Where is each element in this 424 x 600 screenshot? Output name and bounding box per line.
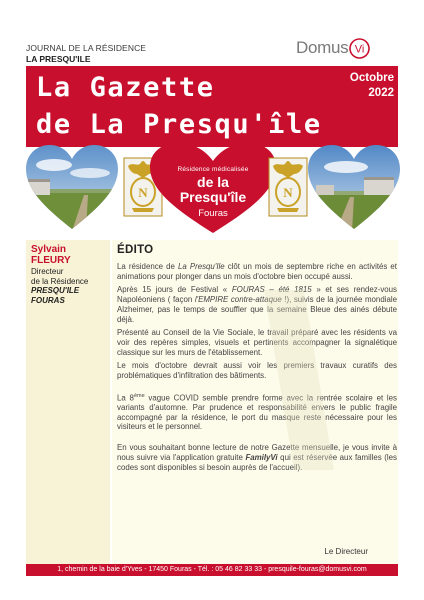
residence-name-line2: Presqu'île: [179, 189, 247, 205]
eagle-letter-left: N: [138, 185, 148, 200]
edito-paragraph-3: Présenté au Conseil de la Vie Sociale, le travail préparé avec les résidents va voir des repères simples, visuels et pertinents accompagner la signalétique classique sur les murs de l'établissement.: [117, 328, 397, 357]
edito-paragraph-1: La résidence de La Presqu'Ile clôt un mois de septembre riche en activités et animations pour plonger dans un mois d'octobre bien occupé aussi.: [117, 262, 397, 281]
logo-letter: Vi: [355, 43, 365, 55]
residence-name-line1: de la: [197, 174, 229, 190]
residence-city: Fouras: [198, 208, 228, 219]
edito-paragraph-2: Après 15 jours de Festival « FOURAS – été 1815 » et ses rendez-vous Napoléoniens ( façon l'EMPIRE contre-attaque !), suivis de la journée mondiale Alzheimer, pas le temps de souffler que la semaine Bleue des ainés débute déjà.: [117, 285, 397, 324]
author-last-name: FLEURY: [31, 255, 71, 266]
issue-month: Octobre: [349, 72, 394, 84]
gazette-title-line1: La Gazette: [36, 72, 215, 103]
right-heart-photo: [306, 143, 402, 231]
edito-paragraph-5: La 8ème vague COVID semble prendre forme avec la rentrée scolaire et les variants d'automne. Par prudence et responsabilité envers le public fragile accompagné par la résidence, le port du masque reste nécessaire pour les visiteurs et le personnel.: [117, 392, 398, 432]
edito-section: [112, 240, 398, 565]
residence-label: LA PRESQU'ILE: [26, 54, 91, 64]
center-heart-text: [150, 163, 276, 219]
author-role-of: de la Résidence: [31, 276, 89, 286]
eagle-letter-right: N: [283, 185, 293, 200]
issue-year: 2022: [368, 87, 394, 99]
edito-signature: Le Directeur: [324, 547, 368, 556]
title-banner: [26, 66, 398, 147]
edito-paragraph-6: En vous souhaitant bonne lecture de notre Gazette mensuelle, je vous invite à nous suivre via l'application gratuite FamilyVi qui est réservée aux familles (les codes sont disponibles si besoin auprès de l'accueil).: [117, 443, 398, 472]
journal-label: JOURNAL DE LA RÉSIDENCE: [26, 43, 147, 53]
residence-type: Résidence médicalisée: [177, 166, 249, 173]
author-role: Directeur: [31, 267, 64, 276]
author-residence-line1: PRESQU'ILE: [31, 286, 80, 295]
logo-circle-icon: [349, 38, 370, 59]
logo-text: Domus: [296, 38, 349, 57]
left-heart-photo: [24, 143, 120, 231]
author-sidebar: [26, 240, 110, 565]
edito-heading: ÉDITO: [117, 244, 154, 256]
author-first-name: Sylvain: [31, 244, 67, 255]
author-residence-line2: FOURAS: [31, 295, 65, 305]
domusvi-logo: [296, 34, 396, 62]
edito-paragraph-4: Le mois d'octobre devrait aussi voir les premiers travaux curatifs des problématiques d'infiltration des bâtiments.: [117, 361, 397, 381]
footer-contact: 1, chemin de la baie d'Yves - 17450 Fouras - Tél. : 05 46 82 33 33 - presquile-fouras@domusvi.com: [26, 564, 398, 576]
logo-vi-mark: [349, 38, 370, 59]
gazette-title-line2: de La Presqu'île: [36, 109, 322, 140]
